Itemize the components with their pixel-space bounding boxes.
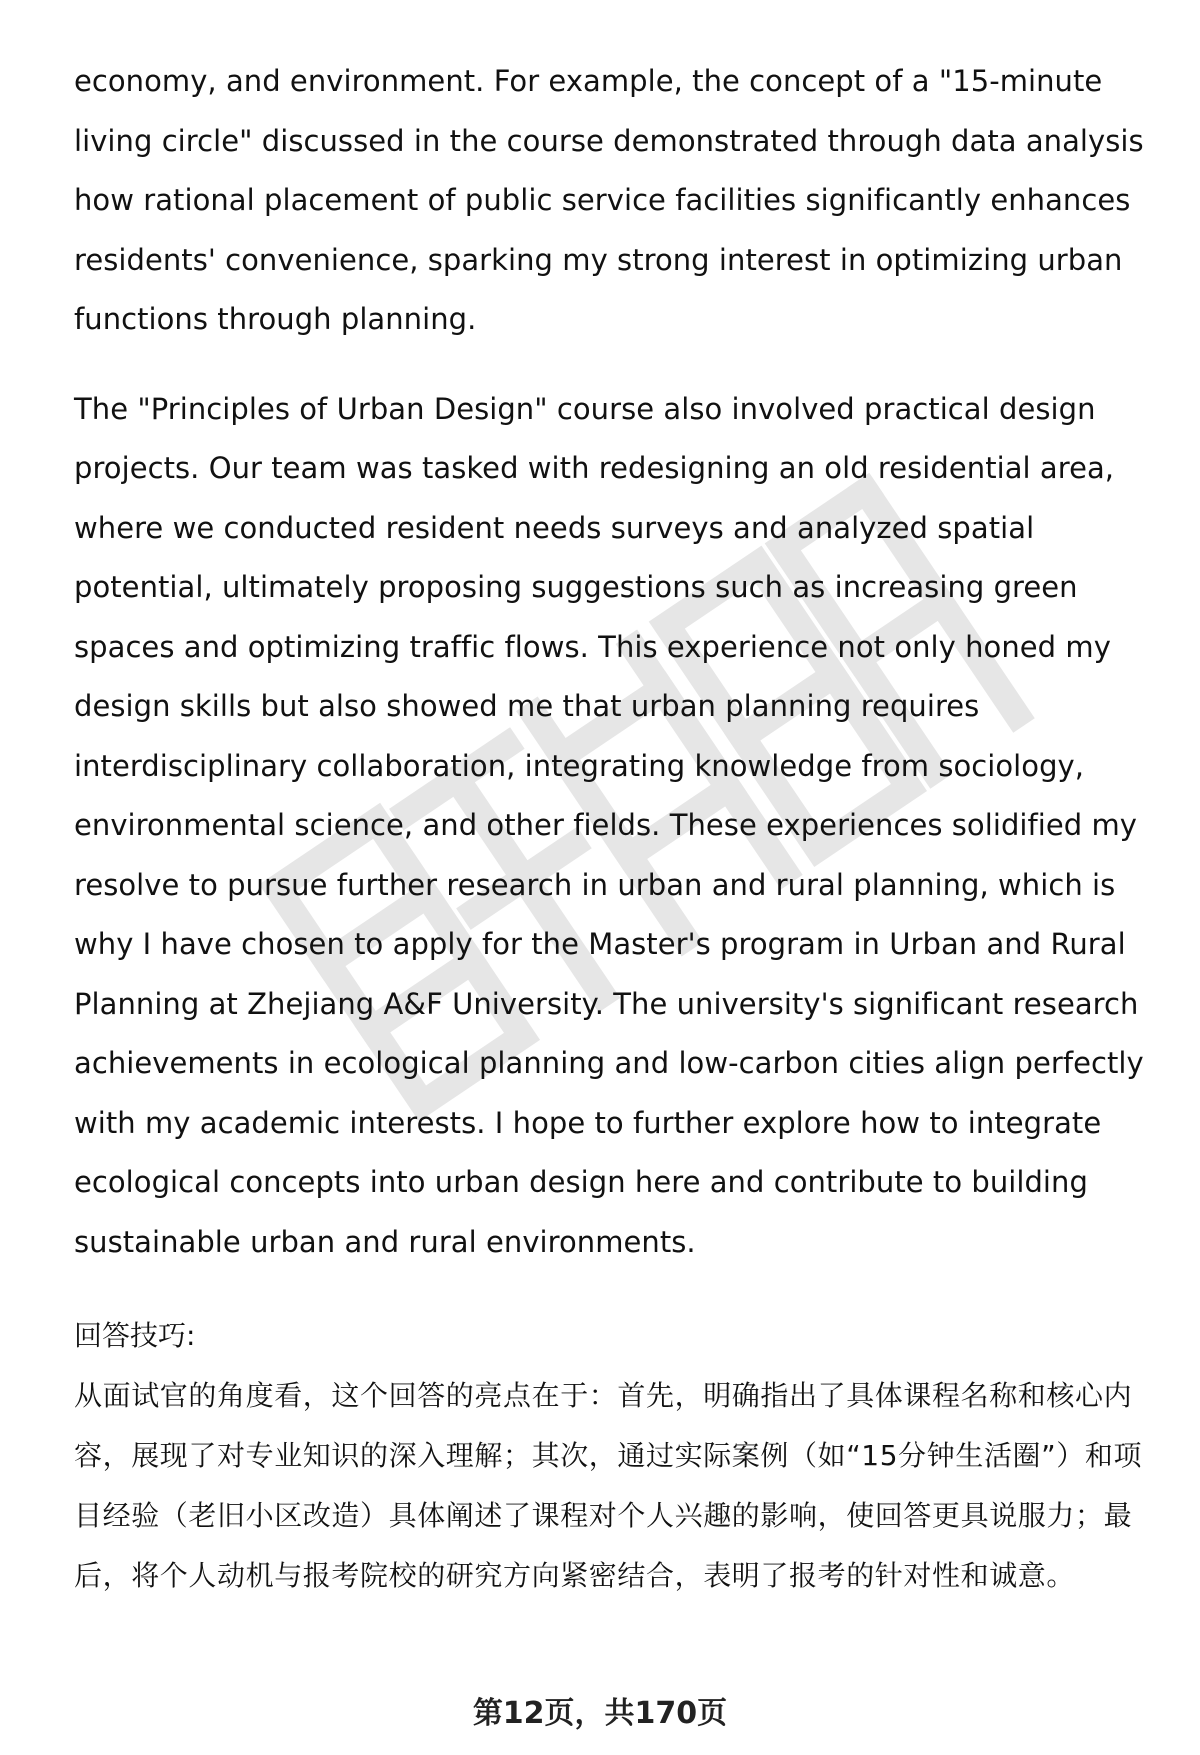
tips-body: 从面试官的角度看，这个回答的亮点在于：首先，明确指出了具体课程名称和核心内容，展现了对专业知识的深入理解；其次，通过实际案例（如“15分钟生活圈”）和项目经验（老旧小区改造）具体阐述了课程对个人兴趣的影响，使回答更具说服力；最后，将个人动机与报考院校的研究方向紧密结合，表明了报考的针对性和诚意。 bbox=[74, 1379, 1143, 1592]
answer-tips-section bbox=[74, 1306, 1154, 1606]
main-text bbox=[74, 52, 1164, 1272]
body-paragraph: economy, and environment. For example, the concept of a "15-minute living circle" discussed in the course demonstrated through data analysis how rational placement of public service facilities significantly enhances residents' convenience, sparking my strong interest in optimizing urban functions through planning. bbox=[74, 64, 1144, 336]
body-paragraph: The "Principles of Urban Design" course also involved practical design projects. Our team was tasked with redesigning an old residential area, where we conducted resident needs surveys and analyzed spatial potential, ultimately proposing suggestions such as increasing green spaces and optimizing traffic flows. This experience not only honed my design skills but also showed me that urban planning requires interdisciplinary collaboration, integrating knowledge from sociology, environmental science, and other fields. These experiences solidified my resolve to pursue further research in urban and rural planning, which is why I have chosen to apply for the Master's program in Urban and Rural Planning at Zhejiang A&F University. The university's significant research achievements in ecological planning and low-carbon cities align perfectly with my academic interests. I hope to further explore how to integrate ecological concepts into urban design here and contribute to building sustainable urban and rural environments. bbox=[74, 391, 1144, 1259]
page-number: 第12页，共170页 bbox=[472, 1696, 728, 1731]
tips-heading: 回答技巧: bbox=[74, 1319, 196, 1352]
